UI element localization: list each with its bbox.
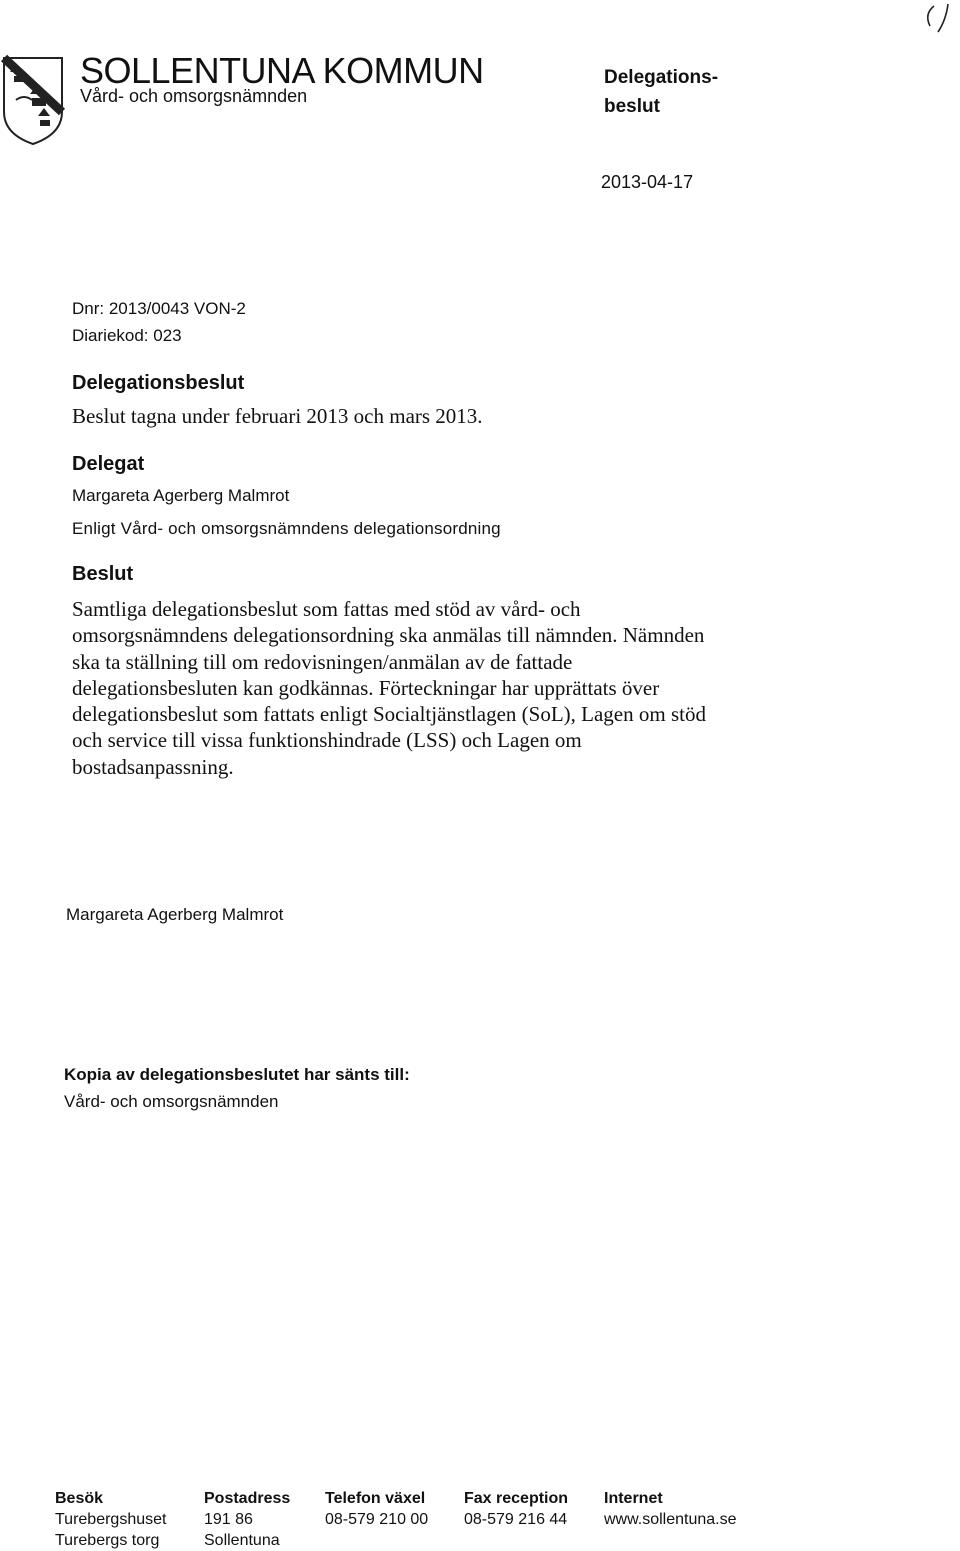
footer-phone-number: 08-579 210 00 <box>325 1511 429 1528</box>
signature-name: Margareta Agerberg Malmrot <box>66 905 284 924</box>
diary-number: Dnr: 2013/0043 VON-2 <box>72 299 246 318</box>
footer-fax <box>464 1488 568 1530</box>
beslut-body <box>72 596 792 780</box>
body-line: delegationsbeslut som fattats enligt Socialtjänstlagen (SoL), Lagen om stöd <box>72 702 706 727</box>
body-line: bostadsanpassning. <box>72 754 234 779</box>
beslut-heading: Beslut <box>72 563 134 585</box>
document-type-line-1: Delegations- <box>604 67 719 88</box>
committee-name: Vård- och omsorgsnämnden <box>80 86 308 106</box>
footer-postal-line-1: 191 86 <box>204 1511 253 1528</box>
footer-visit-label: Besök <box>55 1490 104 1507</box>
footer-phone <box>325 1488 428 1530</box>
footer-fax-number: 08-579 216 44 <box>464 1511 568 1528</box>
footer-website-link[interactable]: www.sollentuna.se <box>604 1511 737 1528</box>
body-line: Samtliga delegationsbeslut som fattas med stöd av vård- och <box>72 597 581 621</box>
organization-name: SOLLENTUNA KOMMUN <box>80 50 484 91</box>
copy-recipient: Vård- och omsorgsnämnden <box>64 1092 279 1111</box>
footer-visit <box>55 1488 166 1551</box>
footer-postal-label: Postadress <box>204 1490 291 1507</box>
footer-postal <box>204 1488 290 1551</box>
body-line: omsorgsnämndens delegationsordning ska anmälas till nämnden. Nämnden <box>72 623 705 648</box>
document-title: Delegationsbeslut <box>72 372 245 394</box>
delegat-basis: Enligt Vård- och omsorgsnämndens delegationsordning <box>72 519 501 538</box>
delegat-name: Margareta Agerberg Malmrot <box>72 486 290 505</box>
footer-internet-label: Internet <box>604 1490 663 1507</box>
diary-code: Diariekod: 023 <box>72 326 182 345</box>
footer-internet <box>604 1488 737 1530</box>
body-line: delegationsbesluten kan godkännas. Förteckningar har upprättats över <box>72 675 660 700</box>
coat-of-arms-logo <box>0 54 66 146</box>
footer-visit-line-2: Turebergs torg <box>55 1532 160 1549</box>
title-description: Beslut tagna under februari 2013 och mars 2013. <box>72 404 483 428</box>
footer-visit-line-1: Turebergshuset <box>55 1511 167 1528</box>
footer-fax-label: Fax reception <box>464 1490 569 1507</box>
footer-phone-label: Telefon växel <box>325 1490 426 1507</box>
body-line: och service till vissa funktionshindrade (LSS) och Lagen om <box>72 728 582 753</box>
copy-heading: Kopia av delegationsbeslutet har sänts till: <box>64 1065 410 1084</box>
document-type-line-2: beslut <box>604 96 660 117</box>
document-date: 2013-04-17 <box>601 172 694 192</box>
handwritten-mark <box>920 0 954 34</box>
delegat-heading: Delegat <box>72 453 145 475</box>
body-line: ska ta ställning till om redovisningen/anmälan av de fattade <box>72 649 573 674</box>
document-type <box>604 63 764 121</box>
footer-postal-line-2: Sollentuna <box>204 1532 280 1549</box>
